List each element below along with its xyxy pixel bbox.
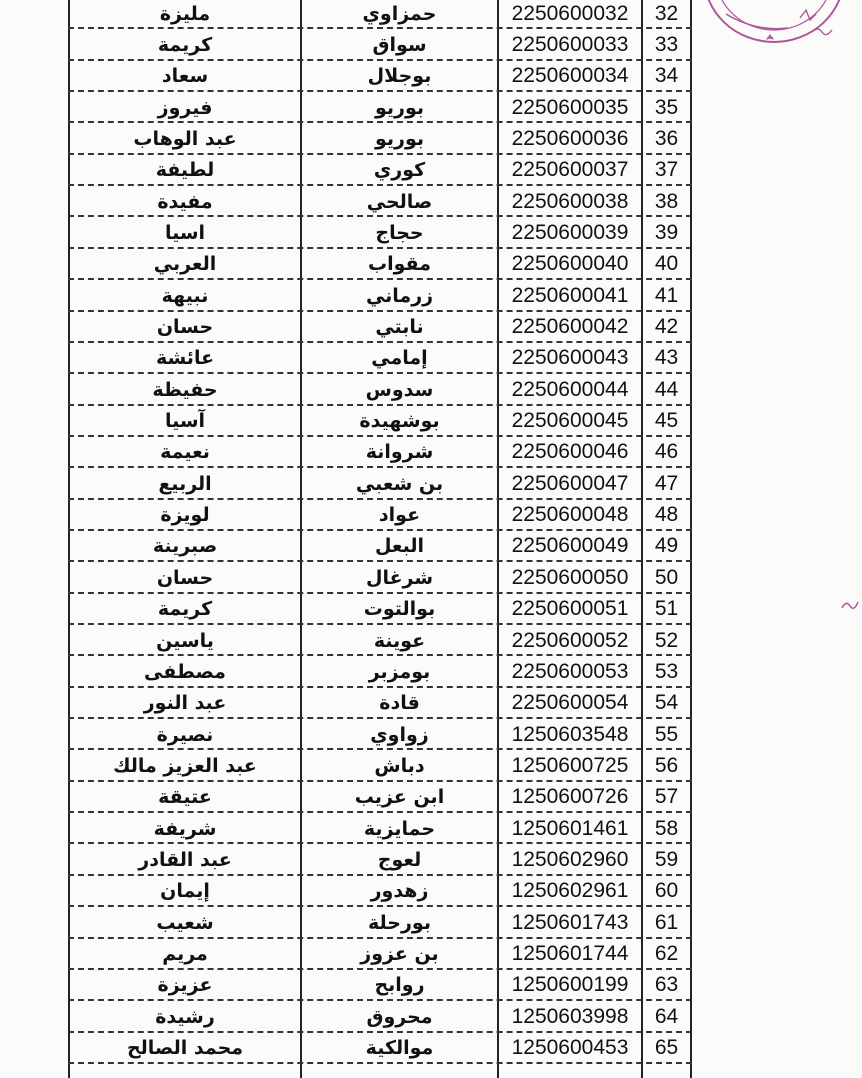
first-name-cell: مليزة: [159, 2, 211, 25]
last-name-cell: زهدور: [370, 880, 429, 903]
id-number-cell: 2250600039: [511, 220, 629, 244]
first-name-cell: نبيهة: [161, 284, 209, 307]
last-name-cell: عوينة: [373, 629, 426, 652]
last-name-cell: لعوج: [377, 848, 422, 871]
first-name-cell: الربيع: [158, 472, 212, 495]
row-number-cell: 53: [654, 659, 679, 683]
last-name-cell: بن شعبي: [355, 472, 444, 495]
row-number-cell: 45: [654, 409, 679, 433]
id-number-cell: 2250600054: [511, 691, 629, 715]
id-number-cell: 2250600033: [511, 32, 629, 56]
last-name-cell: بن عزوز: [360, 943, 439, 965]
id-number-cell: 1250603998: [511, 1004, 629, 1028]
id-number-cell: 2250600048: [511, 503, 629, 527]
id-number-cell: 1250603548: [511, 722, 629, 746]
id-number-cell: 2250600046: [511, 440, 629, 464]
last-name-cell: ابن عزيب: [354, 786, 445, 809]
table-row: [0, 719, 862, 750]
id-number-cell: 1250601744: [511, 942, 629, 965]
table-row: [0, 782, 862, 813]
first-name-cell: لويزة: [160, 504, 210, 527]
row-number-cell: 58: [654, 816, 679, 840]
id-number-cell: 1250600453: [511, 1036, 629, 1060]
row-number-cell: 33: [654, 32, 679, 56]
first-name-cell: كريمة: [157, 598, 213, 621]
first-name-cell: مصطفى: [144, 660, 226, 683]
row-number-cell: 49: [654, 534, 679, 558]
first-name-cell: عتيقة: [158, 786, 212, 809]
last-name-cell: شرغال: [365, 566, 434, 589]
row-number-cell: 50: [654, 565, 679, 589]
id-number-cell: 1250600726: [511, 785, 629, 809]
last-name-cell: زواوي: [370, 723, 429, 746]
last-name-cell: نابتي: [375, 316, 424, 338]
first-name-cell: عبد القادر: [138, 848, 232, 871]
last-name-cell: حمزاوي: [362, 2, 437, 25]
row-number-cell: 63: [654, 973, 679, 997]
first-name-cell: حسان: [156, 316, 214, 338]
table-row: [0, 688, 862, 719]
table-row: [0, 939, 862, 970]
table-row: [0, 844, 862, 875]
table-row: [0, 312, 862, 343]
table-row: [0, 876, 862, 907]
id-number-cell: 2250600051: [511, 597, 629, 621]
last-name-cell: صالحي: [366, 190, 433, 213]
table-row: [0, 61, 862, 92]
first-name-cell: عزيزة: [157, 974, 213, 997]
id-number-cell: 1250602960: [511, 847, 629, 871]
last-name-cell: إمامي: [371, 347, 428, 370]
row-number-cell: 52: [654, 628, 679, 652]
first-name-cell: حسان: [156, 566, 214, 589]
last-name-cell: بوالتوت: [363, 598, 436, 621]
row-number-cell: 47: [654, 471, 679, 495]
table-row: [0, 217, 862, 248]
last-name-cell: روابح: [374, 974, 425, 997]
id-number-cell: 1250600725: [511, 753, 629, 777]
first-name-cell: صبرينة: [152, 535, 218, 558]
id-number-cell: 2250600045: [511, 409, 629, 433]
last-name-cell: دباش: [374, 754, 425, 777]
last-name-cell: البعل: [374, 535, 425, 558]
last-name-cell: زرماني: [365, 284, 434, 307]
id-number-cell: 2250600050: [511, 565, 629, 589]
table-row: [0, 1033, 862, 1064]
first-name-cell: حفيظة: [152, 378, 218, 401]
id-number-cell: 1250601461: [511, 816, 629, 840]
row-number-cell: 38: [654, 189, 679, 213]
first-name-cell: نصيرة: [156, 723, 214, 746]
first-name-cell: شعيب: [156, 911, 214, 934]
first-name-cell: اسيا: [164, 221, 206, 244]
table-row: [0, 92, 862, 123]
id-number-cell: 2250600047: [511, 471, 629, 495]
id-number-cell: 2250600044: [511, 377, 629, 401]
table-row: [0, 343, 862, 374]
id-number-cell: 2250600042: [511, 315, 629, 338]
table-row: [0, 562, 862, 593]
first-name-cell: عبد العزيز مالك: [113, 754, 257, 777]
official-stamp: [696, 0, 846, 56]
last-name-cell: شروانة: [365, 441, 434, 464]
table-row: [0, 813, 862, 844]
id-number-cell: 2250600034: [511, 64, 629, 88]
table-row: [0, 374, 862, 405]
row-number-cell: 46: [654, 440, 679, 464]
row-number-cell: 55: [654, 722, 679, 746]
row-number-cell: 34: [654, 64, 679, 88]
id-number-cell: 2250600043: [511, 346, 629, 370]
table-row: [0, 280, 862, 311]
row-number-cell: 48: [654, 503, 679, 527]
first-name-cell: فيروز: [157, 96, 213, 119]
last-name-cell: عواد: [378, 504, 421, 527]
row-number-cell: 35: [654, 95, 679, 119]
last-name-cell: موالكية: [365, 1037, 434, 1060]
first-name-cell: عبد النور: [143, 692, 227, 715]
last-name-cell: كوري: [373, 159, 426, 182]
row-number-cell: 40: [654, 252, 679, 276]
first-name-cell: نعيمة: [160, 441, 210, 464]
first-name-cell: آسيا: [164, 410, 206, 433]
table-row: [0, 907, 862, 938]
id-number-cell: 2250600036: [511, 126, 629, 150]
first-name-cell: محمد الصالح: [126, 1037, 244, 1060]
table-row: [0, 406, 862, 437]
id-number-cell: 2250600038: [511, 189, 629, 213]
id-number-cell: 1250600199: [511, 973, 629, 997]
table-row: [0, 656, 862, 687]
last-name-cell: مقواب: [368, 253, 431, 276]
table-row: [0, 625, 862, 656]
table-row: [0, 437, 862, 468]
table-row: [0, 531, 862, 562]
last-name-cell: بوريو: [374, 96, 425, 119]
table-row: [0, 249, 862, 280]
table-row: [0, 970, 862, 1001]
row-separator: [68, 1062, 692, 1064]
row-number-cell: 64: [654, 1004, 679, 1028]
table-row: [0, 186, 862, 217]
first-name-cell: رشيدة: [155, 1005, 215, 1028]
id-number-cell: 2250600035: [511, 95, 629, 119]
first-name-cell: سعاد: [161, 65, 209, 88]
row-number-cell: 62: [654, 942, 679, 965]
id-number-cell: 2250600053: [511, 659, 629, 683]
stamp-fragment-mark: [840, 598, 860, 612]
table-row: [0, 155, 862, 186]
first-name-cell: لطيفة: [155, 159, 215, 182]
first-name-cell: مفيدة: [157, 190, 213, 213]
first-name-cell: عائشة: [155, 347, 215, 370]
last-name-cell: بوريو: [374, 127, 425, 150]
row-number-cell: 41: [654, 283, 679, 307]
table-row: [0, 123, 862, 154]
row-number-cell: 56: [654, 753, 679, 777]
row-number-cell: 37: [654, 158, 679, 182]
last-name-cell: سواق: [372, 33, 427, 56]
first-name-cell: ياسين: [156, 629, 214, 652]
row-number-cell: 42: [654, 315, 679, 338]
last-name-cell: بوجلال: [367, 65, 432, 88]
row-number-cell: 65: [654, 1036, 679, 1060]
row-number-cell: 43: [654, 346, 679, 370]
first-name-cell: مريم: [162, 943, 208, 965]
row-number-cell: 61: [654, 910, 679, 934]
id-number-cell: 1250602961: [511, 879, 629, 903]
row-number-cell: 39: [654, 220, 679, 244]
id-number-cell: 2250600052: [511, 628, 629, 652]
table-row: [0, 750, 862, 781]
row-number-cell: 60: [654, 879, 679, 903]
id-number-cell: 2250600032: [511, 1, 629, 25]
last-name-cell: محروق: [366, 1005, 433, 1028]
row-number-cell: 32: [654, 1, 679, 25]
id-number-cell: 2250600037: [511, 158, 629, 182]
last-name-cell: بورحلة: [368, 911, 431, 934]
last-name-cell: سدوس: [365, 378, 434, 401]
last-name-cell: بوشهيدة: [359, 410, 440, 433]
row-number-cell: 57: [654, 785, 679, 809]
last-name-cell: حمايزية: [363, 817, 436, 840]
row-number-cell: 44: [654, 377, 679, 401]
id-number-cell: 2250600040: [511, 252, 629, 276]
row-number-cell: 59: [654, 847, 679, 871]
first-name-cell: عبد الوهاب: [133, 127, 237, 150]
first-name-cell: إيمان: [160, 880, 210, 903]
id-number-cell: 2250600049: [511, 534, 629, 558]
first-name-cell: العربي: [153, 253, 217, 276]
table-row: [0, 594, 862, 625]
row-number-cell: 51: [654, 597, 679, 621]
first-name-cell: كريمة: [157, 33, 213, 56]
id-number-cell: 2250600041: [511, 283, 629, 307]
row-number-cell: 54: [654, 691, 679, 715]
first-name-cell: شريفة: [153, 817, 217, 840]
last-name-cell: قادة: [379, 692, 420, 715]
last-name-cell: حجاج: [375, 221, 424, 244]
table-row: [0, 1001, 862, 1032]
id-number-cell: 1250601743: [511, 910, 629, 934]
last-name-cell: بومزبر: [368, 660, 431, 683]
row-number-cell: 36: [654, 126, 679, 150]
table-row: [0, 468, 862, 499]
table-row: [0, 500, 862, 531]
